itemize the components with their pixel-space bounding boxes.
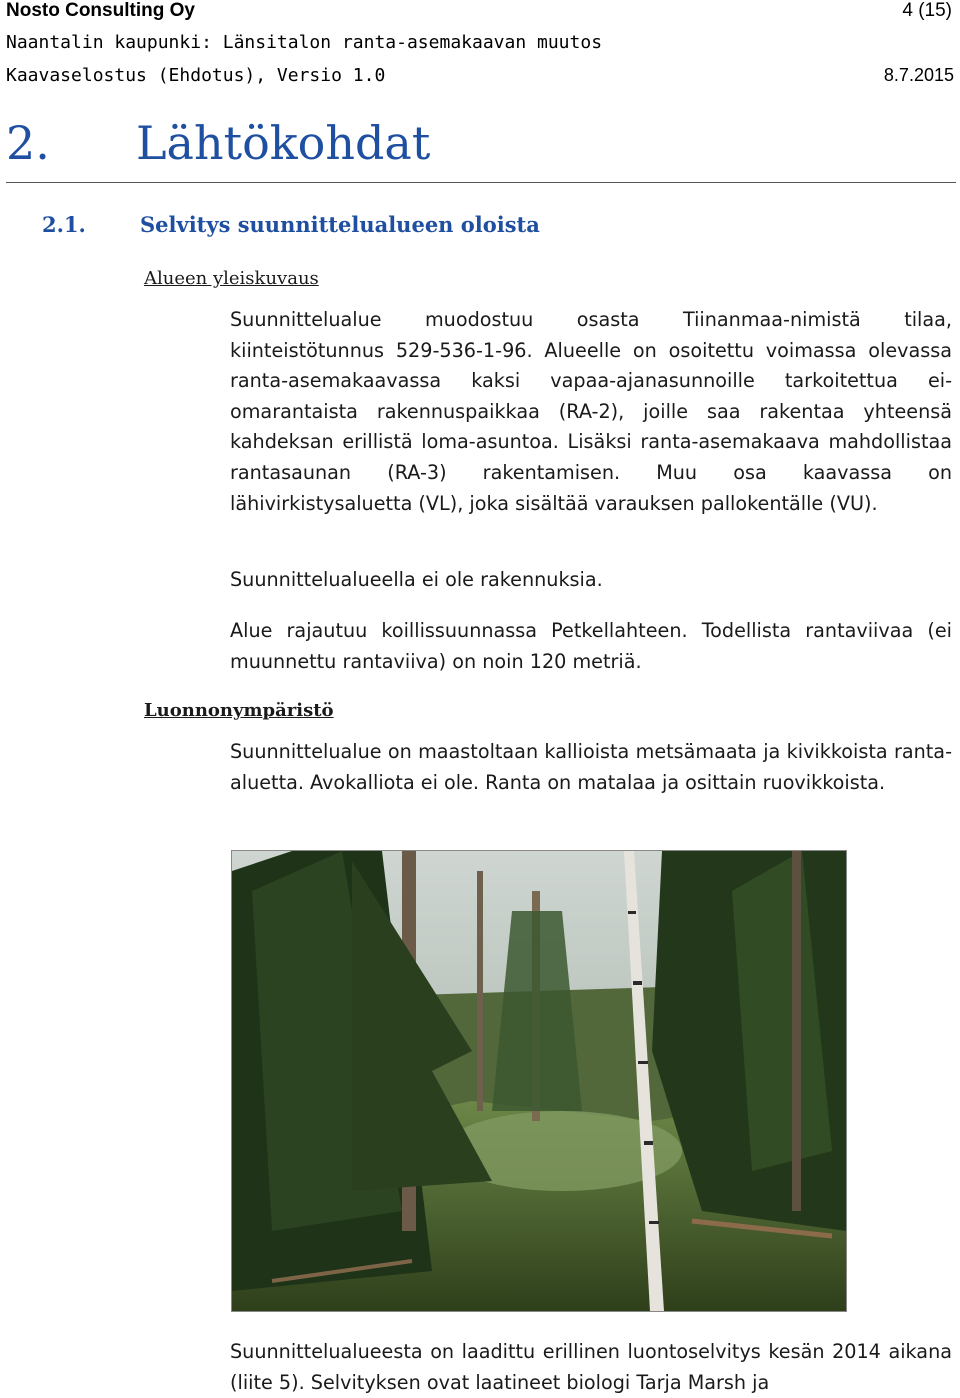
paragraph-no-buildings: Suunnittelualueella ei ole rakennuksia. [230,568,603,591]
paragraph-overview: Suunnittelualue muodostuu osasta Tiinanmaa-nimistä tilaa, kiinteistötunnus 529-536-1-96. Alueelle on osoitettu voimassa olevassa ranta-asemakaavassa kaksi vapaa-ajanasunnoille tarkoitettua ei-omarantaista rakennuspaikkaa (RA-2), joille saa rakentaa yhteensä kahdeksan erillistä loma-asuntoa. Lisäksi ranta-asemakaava mahdollistaa rantasaunan (RA-3) rakentamisen. Muu osa kaavassa on lähivirkistysaluetta (VL), joka sisältää varauksen pallokentälle (VU). [230,308,952,515]
chapter-heading [6,112,956,183]
section-number: 2.1. [42,212,86,237]
chapter-title: Lähtökohdat [136,116,431,170]
subheading-overview: Alueen yleiskuvaus [144,268,319,289]
chapter-number: 2. [6,116,50,170]
forest-photo [231,850,847,1312]
header-company: Nosto Consulting Oy [6,0,195,21]
header-project: Naantalin kaupunki: Länsitalon ranta-asemakaavan muutos [6,32,603,53]
section-title: Selvitys suunnittelualueen oloista [140,212,540,237]
paragraph-survey: Suunnittelualueesta on laadittu erillinen luontoselvitys kesän 2014 aikana (liite 5). Selvityksen ovat laatineet biologi Tarja Marsh ja [230,1340,952,1394]
section-heading [42,212,540,237]
header-date: 8.7.2015 [883,65,954,85]
header-report: Kaavaselostus (Ehdotus), Versio 1.0 [6,65,386,86]
header-page-number: 4 (15) [902,0,952,21]
subheading-nature: Luonnonympäristö [144,700,334,721]
paragraph-terrain: Suunnittelualue on maastoltaan kallioista metsämaata ja kivikkoista ranta-aluetta. Avokalliota ei ole. Ranta on matalaa ja osittain ruovikkoista. [230,740,952,794]
forest-photo-illustration [232,851,846,1311]
paragraph-shoreline: Alue rajautuu koillissuunnassa Petkellahteen. Todellista rantaviivaa (ei muunnettu rantaviiva) on noin 120 metriä. [230,619,952,673]
